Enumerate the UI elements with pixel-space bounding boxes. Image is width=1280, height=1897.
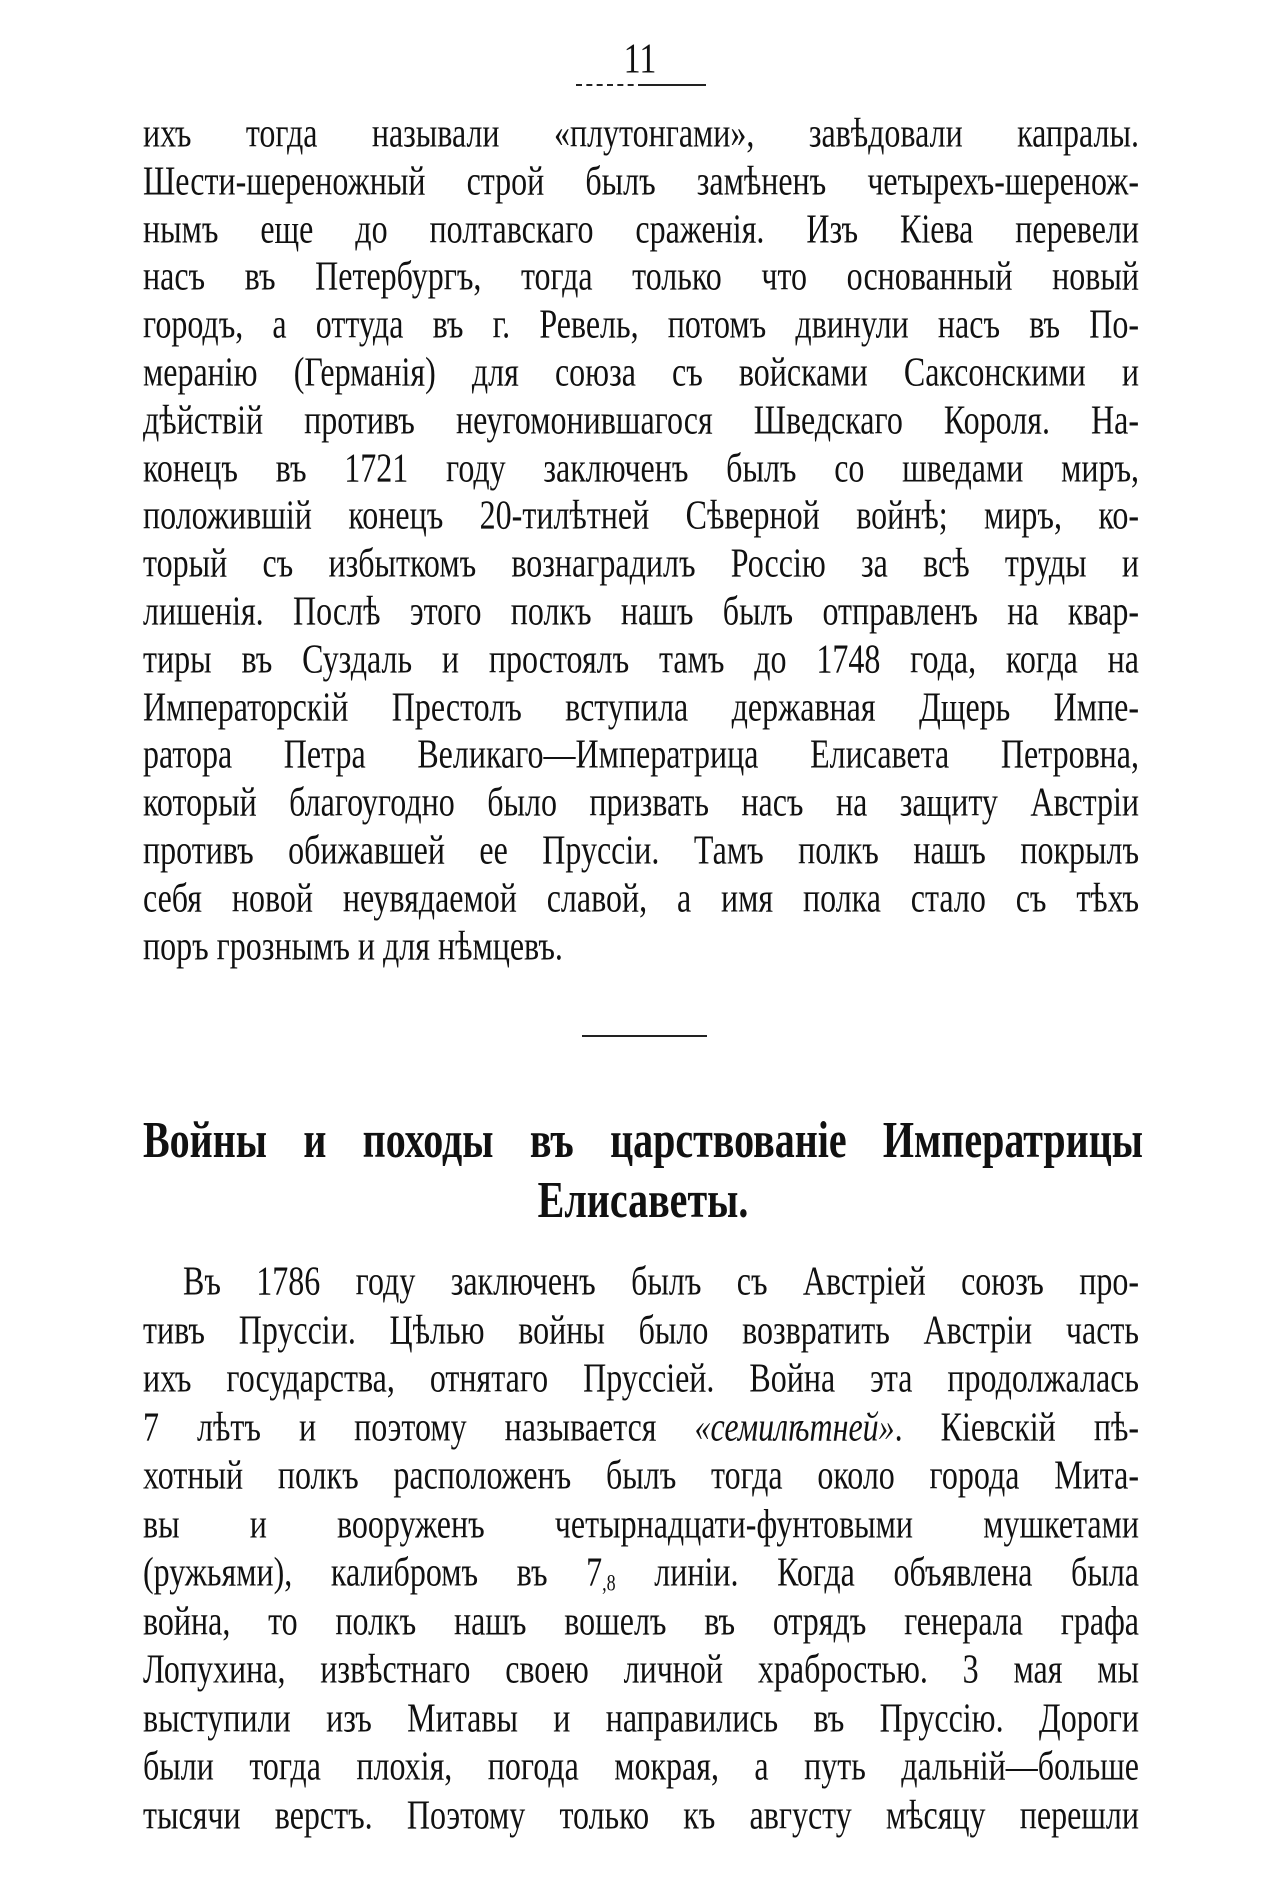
page-number: 11 xyxy=(623,36,657,83)
text-segment: линіи. Когда объявлена была xyxy=(615,1547,1139,1595)
text-segment: (ружьями), калибромъ въ 7 xyxy=(143,1547,603,1595)
text-line: противъ обижавшей ее Пруссіи. Тамъ полкъ нашъ покрылъ xyxy=(143,825,1139,873)
italic-term: «семилѣтней» xyxy=(694,1402,895,1450)
text-line: меранію (Германія) для союза съ войсками Саксонскими и xyxy=(143,347,1139,395)
text-segment: 7 лѣтъ и поэтому называется xyxy=(143,1402,695,1450)
text-line: тивъ Пруссіи. Цѣлью войны было возвратить Австріи часть xyxy=(143,1305,1139,1353)
text-segment: . Кіевскій пѣ- xyxy=(894,1402,1139,1450)
text-line: конецъ въ 1721 году заключенъ былъ со шведами миръ, xyxy=(143,443,1139,491)
text-line: Въ 1786 году заключенъ былъ съ Австріей союзъ про- xyxy=(183,1256,1139,1304)
text-line: ихъ государства, отнятаго Пруссіей. Война эта продолжалась xyxy=(143,1353,1139,1401)
text-line: Лопухина, извѣстнаго своею личной храбростью. 3 мая мы xyxy=(143,1644,1139,1692)
text-line: выступили изъ Митавы и направились въ Пруссію. Дороги xyxy=(143,1693,1139,1741)
text-line: ратора Петра Великаго—Императрица Елисавета Петровна, xyxy=(143,729,1139,777)
text-line: торый съ избыткомъ вознаградилъ Россію за всѣ труды и xyxy=(143,538,1139,586)
text-line: поръ грознымъ и для нѣмцевъ. xyxy=(143,921,563,969)
text-line: нымъ еще до полтавскаго сраженія. Изъ Кіева перевели xyxy=(143,204,1139,252)
text-line: тысячи верстъ. Поэтому только къ августу мѣсяцу перешли xyxy=(143,1790,1139,1838)
subscript-fraction: ,8 xyxy=(602,1569,616,1596)
page-number-rule-solid xyxy=(640,84,706,86)
text-line: насъ въ Петербургъ, тогда только что основанный новый xyxy=(143,251,1139,299)
text-line: себя новой неувядаемой славой, а имя полка стало съ тѣхъ xyxy=(143,873,1139,921)
text-line: тиры въ Суздаль и простоялъ тамъ до 1748 года, когда на xyxy=(143,634,1139,682)
text-line: лишенія. Послѣ этого полкъ нашъ былъ отправленъ на квар- xyxy=(143,586,1139,634)
section-heading-line-2: Елисаветы. xyxy=(537,1170,749,1229)
text-line: дѣйствій противъ неугомонившагося Шведскаго Короля. На- xyxy=(143,395,1139,443)
text-line: вы и вооруженъ четырнадцати-фунтовыми мушкетами xyxy=(143,1499,1139,1547)
text-line: положившій конецъ 20-тилѣтней Сѣверной войнѣ; миръ, ко- xyxy=(143,490,1139,538)
text-line: хотный полкъ расположенъ былъ тогда около города Мита- xyxy=(143,1450,1139,1498)
text-line: ихъ тогда называли «плутонгами», завѣдовали капралы. xyxy=(143,108,1139,156)
text-line: война, то полкъ нашъ вошелъ въ отрядъ генерала графа xyxy=(143,1596,1139,1644)
section-heading: Войны и походы въ царствованіе Императрицы xyxy=(143,1110,1143,1169)
text-line: Императорскій Престолъ вступила державная Дщерь Импе- xyxy=(143,682,1139,730)
text-line: были тогда плохія, погода мокрая, а путь дальній—больше xyxy=(143,1741,1139,1789)
text-line: который благоугодно было призвать насъ на защиту Австріи xyxy=(143,777,1139,825)
text-line: городъ, а оттуда въ г. Ревель, потомъ двинули насъ въ По- xyxy=(143,299,1139,347)
section-divider xyxy=(582,1035,707,1037)
text-line: Шести-шереножный строй былъ замѣненъ четырехъ-шеренож- xyxy=(143,156,1139,204)
